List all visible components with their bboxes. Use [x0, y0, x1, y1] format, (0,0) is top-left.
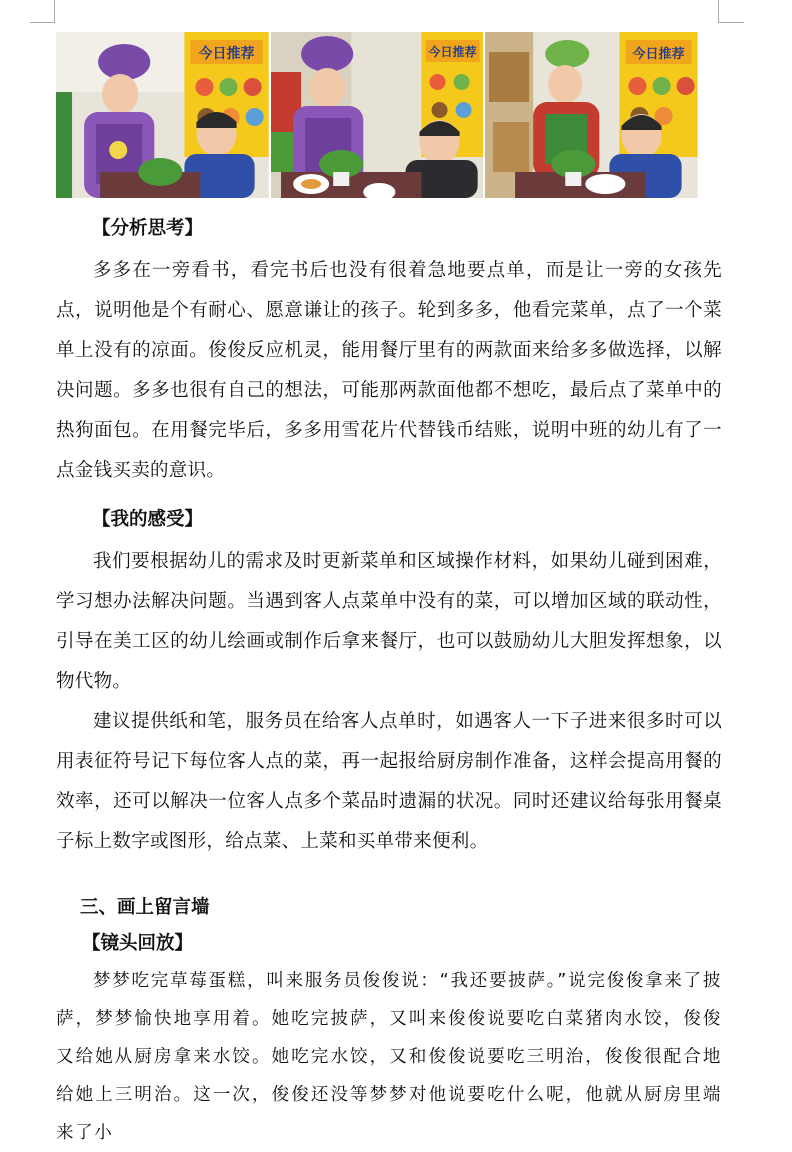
section-3-title: 三、画上留言墙	[80, 897, 210, 918]
feelings-text	[56, 542, 722, 862]
feelings-heading: 【我的感受】	[92, 509, 204, 530]
crop-mark-right-horizontal	[718, 22, 744, 23]
menu-board-text-2: 今日推荐	[428, 45, 477, 59]
crop-mark-left-horizontal	[30, 22, 55, 23]
analysis-heading: 【分析思考】	[92, 218, 204, 239]
menu-board-text-1: 今日推荐	[198, 46, 255, 62]
photo-2-image	[271, 32, 484, 198]
photo-row	[56, 32, 698, 198]
restaurant-play-photo-1	[56, 32, 269, 198]
analysis-paragraph: 多多在一旁看书，看完书后也没有很着急地要点单，而是让一旁的女孩先点，说明他是个有耐心、愿意谦让的孩子。轮到多多，他看完菜单，点了一个菜单上没有的凉面。俊俊反应机灵，能用餐厅里有的两款面来给多多做选择，以解决问题。多多也很有自己的想法，可能那两款面他都不想吃，最后点了菜单中的热狗面包。在用餐完毕后，多多用雪花片代替钱币结账，说明中班的幼儿有了一点金钱买卖的意识。	[56, 260, 722, 481]
crop-mark-left-vertical	[54, 0, 55, 22]
feelings-paragraph-2: 建议提供纸和笔，服务员在给客人点单时，如遇客人一下子进来很多时可以用表征符号记下每位客人点的菜，再一起报给厨房制作准备，这样会提高用餐的效率，还可以解决一位客人点多个菜品时遗漏的状况。同时还建议给每张用餐桌子标上数字或图形，给点菜、上菜和买单带来便利。	[56, 711, 722, 852]
photo-1-image	[56, 32, 269, 198]
feelings-paragraph-1: 我们要根据幼儿的需求及时更新菜单和区域操作材料，如果幼儿碰到困难，学习想办法解决问题。当遇到客人点菜单中没有的菜，可以增加区域的联动性，引导在美工区的幼儿绘画或制作后拿来餐厅，也可以鼓励幼儿大胆发挥想象，以物代物。	[56, 551, 722, 692]
replay-paragraph: 梦梦吃完草莓蛋糕，叫来服务员俊俊说：“我还要披萨。”说完俊俊拿来了披萨，梦梦愉快地享用着。她吃完披萨，又叫来俊俊说要吃白菜猪肉水饺，俊俊又给她从厨房拿来水饺。她吃完水饺，又和俊俊说要吃三明治，俊俊很配合地给她上三明治。这一次，俊俊还没等梦梦对他说要吃什么呢，他就从厨房里端来了小	[56, 971, 722, 1143]
replay-text	[56, 962, 722, 1152]
replay-heading: 【镜头回放】	[82, 933, 194, 954]
restaurant-play-photo-3	[485, 32, 698, 198]
menu-board-text-3: 今日推荐	[632, 47, 685, 62]
photo-3-image	[485, 32, 698, 198]
analysis-text	[56, 251, 722, 491]
restaurant-play-photo-2	[271, 32, 484, 198]
crop-mark-right-vertical	[718, 0, 719, 22]
